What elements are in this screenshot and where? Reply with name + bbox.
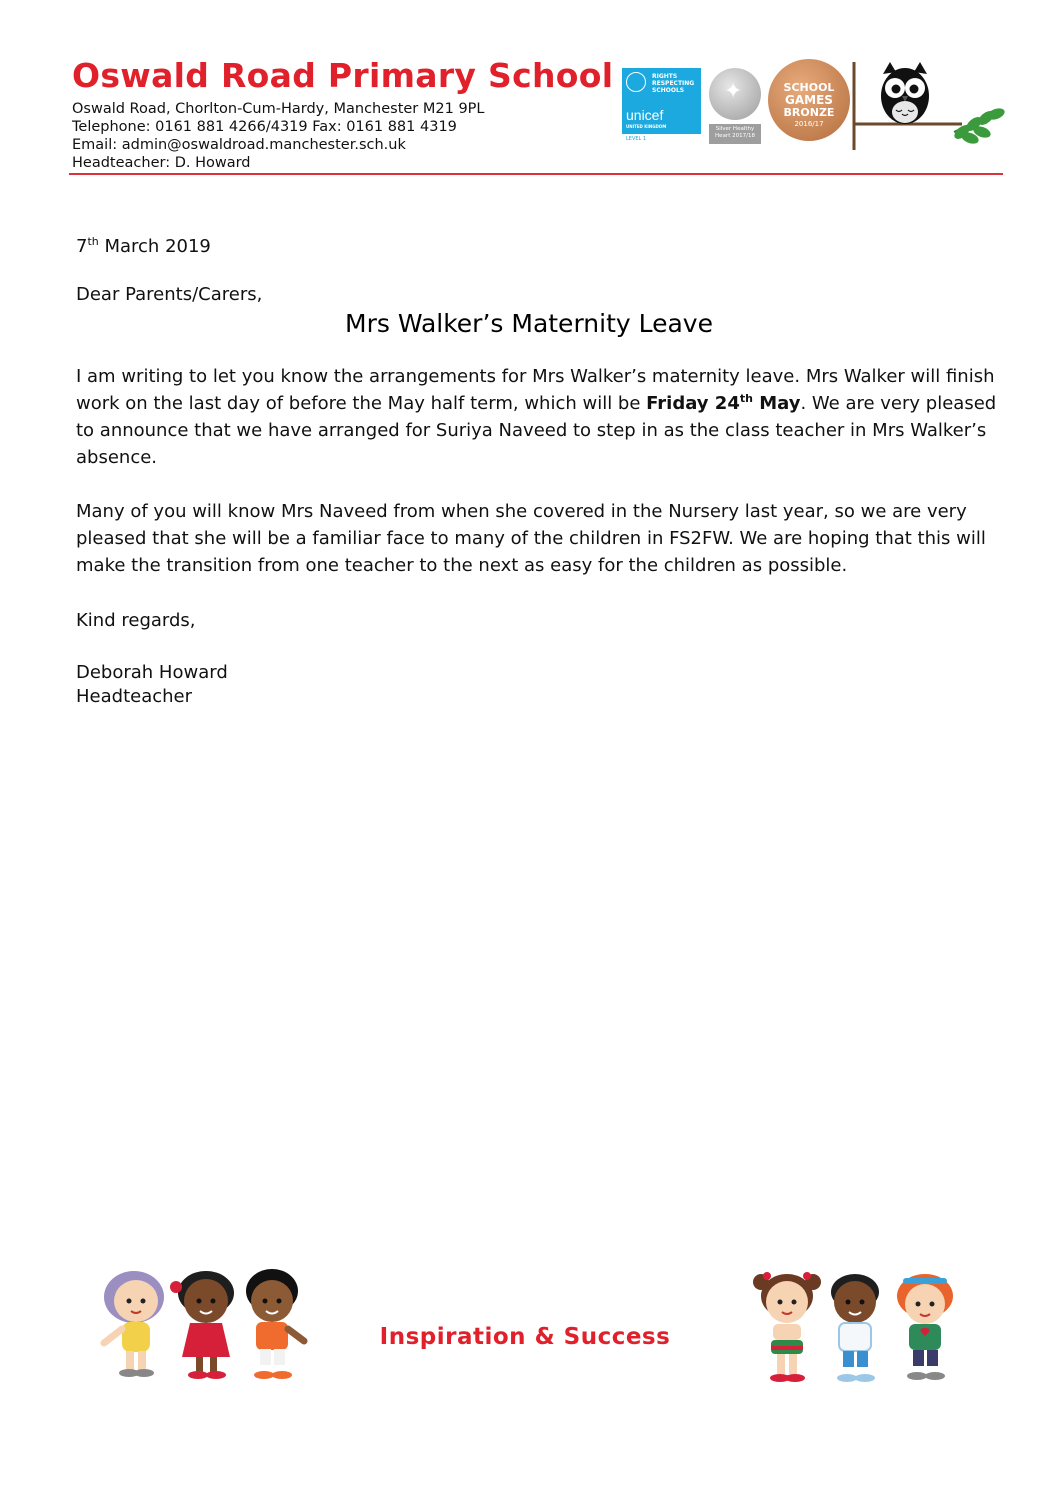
header-divider: [69, 173, 1003, 175]
badge-text: Silver Healthy: [715, 126, 755, 132]
text-run: . We are very pleased: [800, 393, 997, 414]
healthy-heart-badge: [709, 68, 761, 120]
signer-name: Deborah Howard: [76, 662, 228, 683]
family-icon: ✦: [724, 79, 743, 104]
finish-date-highlight: [646, 393, 800, 414]
letter-title: Mrs Walker’s Maternity Leave: [345, 309, 713, 338]
badge-text: GAMES: [785, 93, 833, 107]
date-rest: March 2019: [98, 236, 211, 257]
school-games-bronze-badge: [768, 59, 850, 141]
owl-icon: [850, 58, 1010, 154]
badge-text: RIGHTS: [652, 73, 678, 80]
date-day: 7: [76, 236, 88, 257]
school-name: Oswald Road Primary School: [72, 56, 614, 95]
paragraph-line: make the transition from one teacher to the next as easy for the children as possible.: [76, 555, 848, 576]
badge-text: SCHOOLS: [652, 87, 685, 94]
paragraph-2: [76, 498, 986, 579]
signature-block: [76, 661, 228, 709]
cartoon-children-right-illustration: [747, 1266, 967, 1390]
badge-text: 2016/17: [794, 120, 824, 128]
paragraph-line: to announce that we have arranged for Suriya Naveed to step in as the class teacher in Mrs Walker’s: [76, 420, 987, 441]
badge-text: RESPECTING: [652, 80, 695, 87]
text-run: work on the last day of before the May half term, which will be: [76, 393, 647, 414]
badge-text: SCHOOL: [783, 81, 835, 94]
paragraph-line: I am writing to let you know the arrangements for Mrs Walker’s maternity leave. Mrs Walker will finish: [76, 366, 995, 387]
badge-text: BRONZE: [783, 106, 835, 119]
globe-icon: [626, 72, 646, 92]
school-headteacher: Headteacher: D. Howard: [72, 155, 251, 171]
paragraph-line: [76, 390, 996, 417]
salutation: Dear Parents/Carers,: [76, 284, 263, 305]
letter-date: [76, 233, 211, 260]
paragraph-1: [76, 363, 996, 471]
signer-title: Headteacher: [76, 686, 193, 707]
school-motto: Inspiration & Success: [379, 1324, 671, 1350]
unicef-level: LEVEL 1: [626, 136, 647, 142]
badge-text: Heart 2017/18: [715, 133, 755, 139]
date-suffix: th: [87, 235, 99, 248]
paragraph-line: pleased that she will be a familiar face to many of the children in FS2FW. We are hoping that this will: [76, 528, 986, 549]
school-telephone: Telephone: 0161 881 4266/4319 Fax: 0161 881 4319: [72, 119, 457, 135]
school-address: Oswald Road, Chorlton-Cum-Hardy, Manchester M21 9PL: [72, 101, 485, 117]
school-email: Email: admin@oswaldroad.manchester.sch.uk: [72, 137, 406, 153]
paragraph-line: Many of you will know Mrs Naveed from when she covered in the Nursery last year, so we are very: [76, 501, 967, 522]
text-run: May: [752, 393, 801, 414]
text-run: th: [739, 392, 753, 405]
unicef-brand: unicef: [626, 107, 664, 123]
closing: Kind regards,: [76, 610, 196, 631]
contact-block: [72, 100, 485, 172]
unicef-rights-respecting-badge: [622, 68, 701, 134]
healthy-heart-caption: [709, 124, 761, 144]
unicef-country: UNITED KINGDOM: [626, 124, 667, 129]
paragraph-line: absence.: [76, 447, 158, 468]
text-run: Friday 24: [646, 393, 740, 414]
